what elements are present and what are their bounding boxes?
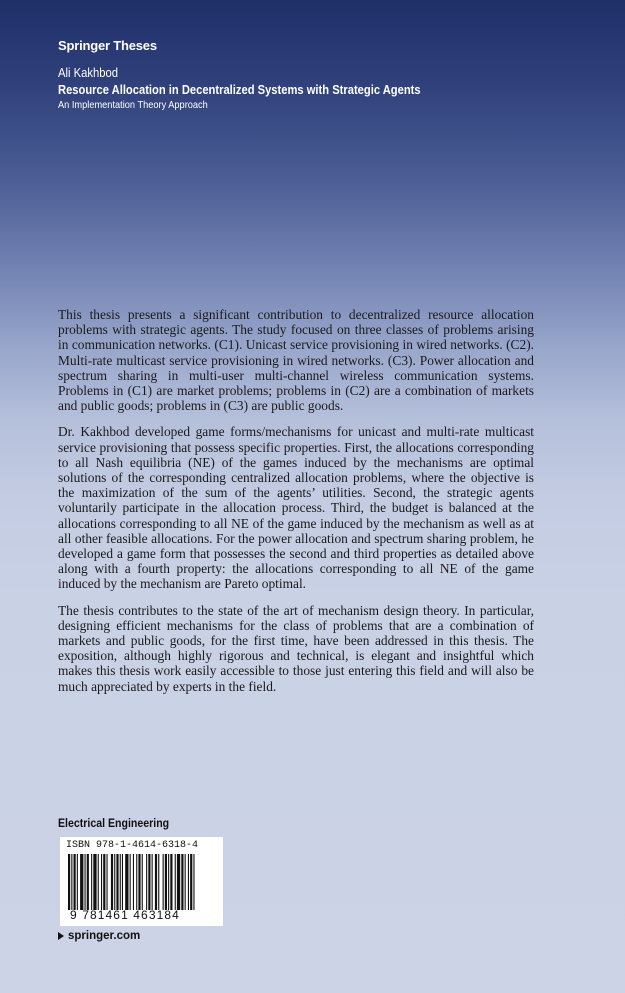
barcode-bar	[193, 854, 194, 910]
barcode-bar	[188, 854, 189, 910]
barcode-bar	[116, 854, 118, 910]
book-description	[58, 307, 534, 705]
barcode-bar	[185, 854, 186, 910]
barcode-bar	[163, 854, 164, 910]
barcode-bar	[170, 854, 172, 910]
barcode-bar	[85, 854, 86, 910]
barcode-block	[60, 837, 223, 926]
barcode-bar	[130, 854, 131, 910]
barcode-bar	[168, 854, 169, 910]
barcode-bar	[74, 854, 76, 910]
barcode-bar	[148, 854, 150, 910]
isbn-label: ISBN 978-1-4614-6318-4	[66, 840, 199, 851]
book-subtitle: An Implementation Theory Approach	[58, 99, 208, 111]
barcode-bar	[80, 854, 83, 910]
arrow-right-icon	[58, 932, 64, 940]
barcode-bar	[165, 854, 167, 910]
description-paragraph-2: Dr. Kakhbod developed game forms/mechanisms for unicast and multi-rate multicast service provisioning that possess specific properties. First, the allocations corresponding to all Nash equilibria (NE) of the games induced by the mechanisms are optimal solutions of the corresponding centralized allocation problems, where the objective is the maximization of the sum of the agents’ utilities. Second, the strategic agents voluntarily participate in the allocation process. Third, the budget is balanced at the allocations corresponding to all NE of the game induced by the mechanism as well as at all other feasible allocations. For the power allocation and spectrum sharing problem, he developed a game form that possesses the second and third properties as detailed above along with a fourth property: the allocations corresponding to all NE of the game induced by the mechanism are Pareto optimal.	[58, 424, 534, 592]
barcode-bar	[142, 854, 143, 910]
book-title: Resource Allocation in Decentralized Systems with Strategic Agents	[58, 82, 421, 97]
barcode-bar	[146, 854, 147, 910]
barcode-bar	[101, 854, 102, 910]
series-name: Springer Theses	[58, 38, 157, 53]
barcode-bar	[125, 854, 128, 910]
barcode-bar	[77, 854, 78, 910]
barcode-bar	[114, 854, 115, 910]
barcode-bar	[152, 854, 153, 910]
barcode-bar	[133, 854, 134, 910]
barcode-bar	[181, 854, 183, 910]
subject-category: Electrical Engineering	[58, 818, 170, 830]
barcode-icon	[68, 854, 215, 910]
barcode-bar	[136, 854, 137, 910]
barcode-bar	[120, 854, 121, 910]
barcode-bar	[68, 854, 70, 910]
barcode-bar	[111, 854, 113, 910]
barcode-bar	[91, 854, 92, 910]
barcode-bar	[155, 854, 157, 910]
barcode-bar	[158, 854, 159, 910]
barcode-bar	[122, 854, 123, 910]
barcode-bar	[98, 854, 99, 910]
barcode-bar	[71, 854, 72, 910]
description-paragraph-1: This thesis presents a significant contribution to decentralized resource allocation problems with strategic agents. The study focused on three classes of problems arising in communication networks. (C1). Unicast service provisioning in wired networks. (C2). Multi-rate multicast service provisioning in wired networks. (C3). Power allocation and spectrum sharing in multi-user multi-channel wireless communication systems. Problems in (C1) are market problems; problems in (C2) are a combination of markets and public goods; problems in (C3) are public goods.	[58, 307, 534, 414]
barcode-bar	[103, 854, 105, 910]
author-name: Ali Kakhbod	[58, 66, 119, 80]
description-paragraph-3: The thesis contributes to the state of the art of mechanism design theory. In particular, designing efficient mechanisms for the class of problems that are a combination of markets and public goods, for the first time, have been addressed in this thesis. The exposition, although highly rigorous and technical, is elegant and insightful which makes this thesis work easily accessible to those just entering this field and will also be much appreciated by experts in the field.	[58, 602, 534, 694]
cover-header	[58, 38, 480, 112]
barcode-bar	[93, 854, 96, 910]
barcode-bar	[87, 854, 89, 910]
barcode-bar	[107, 854, 108, 910]
barcode-bar	[190, 854, 192, 910]
publisher-website[interactable]	[58, 930, 140, 942]
barcode-bar	[177, 854, 180, 910]
barcode-bar	[138, 854, 140, 910]
barcode-bar	[175, 854, 176, 910]
website-link[interactable]: springer.com	[68, 930, 141, 942]
barcode-digits: 9 781461 463184	[70, 908, 180, 922]
